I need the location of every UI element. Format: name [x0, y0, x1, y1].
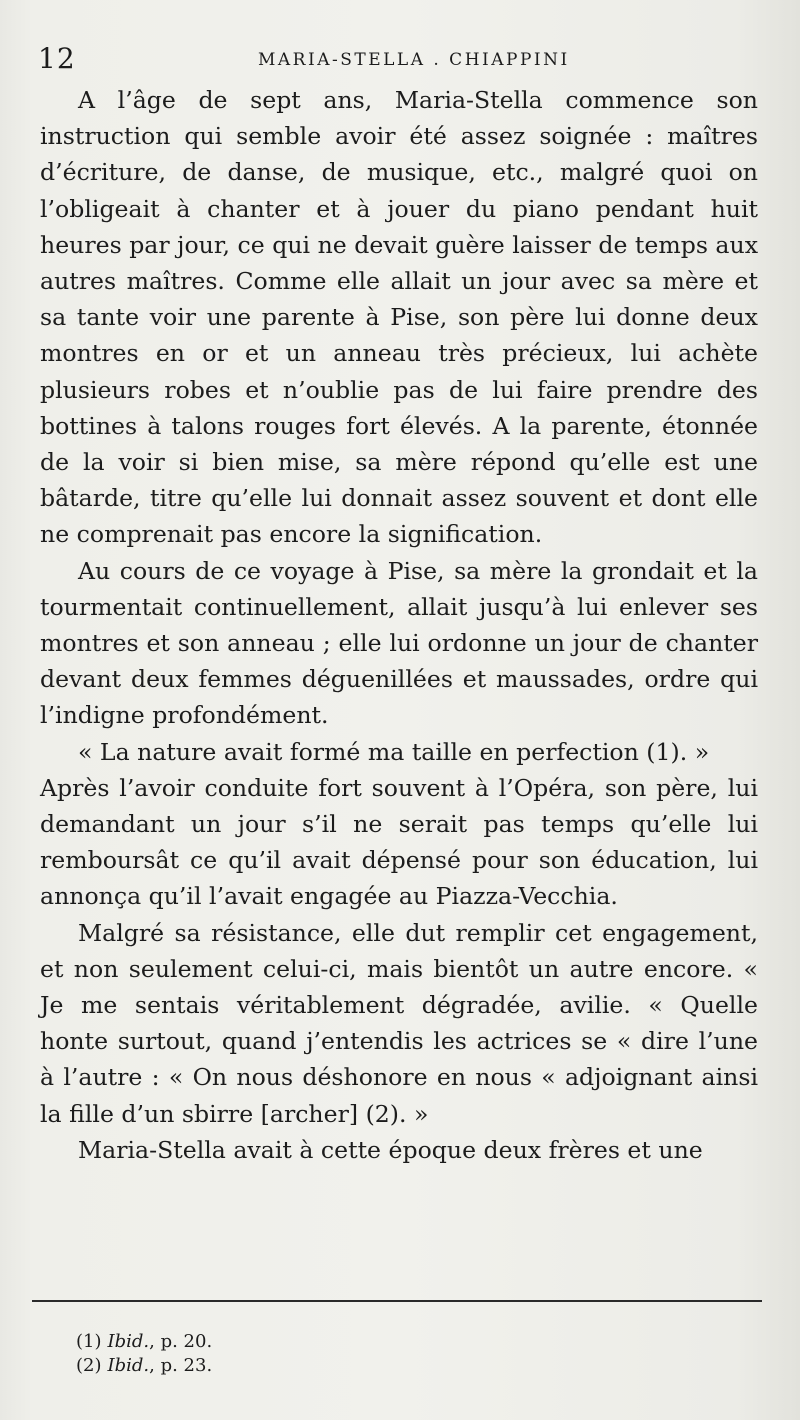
running-head	[38, 42, 760, 76]
paragraph: Maria-Stella avait à cette époque deux frères et une	[78, 1135, 703, 1164]
footnote-number: (1)	[76, 1331, 102, 1352]
footnote-number: (2)	[76, 1355, 102, 1376]
body-text	[40, 82, 758, 1168]
footnote	[76, 1354, 212, 1378]
footnote-page: , p. 23.	[149, 1355, 213, 1376]
footnote-reference: Ibid.	[107, 1355, 150, 1376]
paragraph: Au cours de ce voyage à Pise, sa mère la grondait et la tourmentait continuellement, allait jusqu’à lui enlever ses montres et son anneau ; elle lui ordonne un jour de chanter devant deux femmes déguenillées et maussades, ordre qui l’indigne profondément.	[40, 556, 758, 730]
footnote	[76, 1330, 212, 1354]
paragraph: Après l’avoir conduite fort souvent à l’Opéra, son père, lui demandant un jour s’il ne serait pas temps qu’elle lui remboursât ce qu’il avait dépensé pour son éducation, lui annonça qu’il l’avait engagée au Piazza-Vecchia.	[40, 773, 758, 911]
footnote-reference: Ibid.	[107, 1331, 150, 1352]
running-title: MARIA-STELLA . CHIAPPINI	[258, 50, 570, 70]
paragraph: A l’âge de sept ans, Maria-Stella commence son instruction qui semble avoir été assez soignée : maîtres d’écriture, de danse, de musique, etc., malgré quoi on l’obligeait à chanter et à jouer du piano pendant huit heures par jour, ce qui ne devait guère laisser de temps aux autres maîtres. Comme elle allait un jour avec sa mère et sa tante voir une parente à Pise, son père lui donne deux montres en or et un anneau très précieux, lui achète plusieurs robes et n’oublie pas de lui faire prendre des bottines à talons rouges fort élevés. A la parente, étonnée de la voir si bien mise, sa mère répond qu’elle est une bâtarde, titre qu’elle lui donnait assez souvent et dont elle ne comprenait pas encore la signification.	[40, 86, 758, 549]
footnotes	[76, 1330, 212, 1378]
page-number: 12	[38, 42, 76, 75]
footnote-page: , p. 20.	[149, 1331, 213, 1352]
footnote-rule	[32, 1300, 762, 1302]
paragraph: Malgré sa résistance, elle dut remplir cet engagement, et non seulement celui-ci, mais bientôt un autre encore. « Je me sentais véritablement dégradée, avilie. « Quelle honte surtout, quand j’entendis les actrices se « dire l’une à l’autre : « On nous déshonore en nous « adjoignant ainsi la fille d’un sbirre [archer] (2). »	[40, 918, 758, 1128]
quotation: « La nature avait formé ma taille en perfection (1). »	[78, 737, 710, 766]
